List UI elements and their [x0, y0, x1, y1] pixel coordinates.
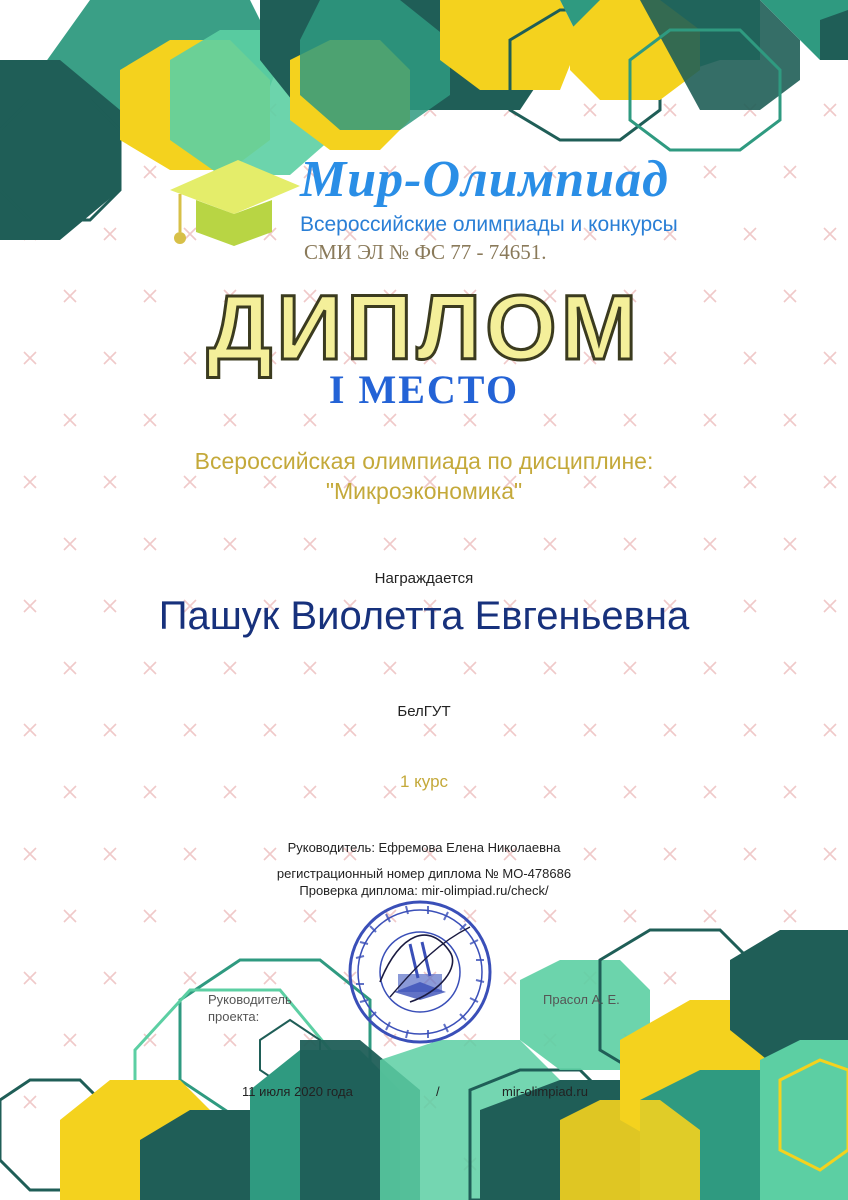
x-mark	[664, 724, 676, 736]
x-mark	[784, 166, 796, 178]
x-mark	[24, 972, 36, 984]
x-mark	[144, 910, 156, 922]
x-mark	[224, 538, 236, 550]
x-mark	[464, 414, 476, 426]
x-mark	[704, 910, 716, 922]
awarded-label: Награждается	[374, 570, 474, 587]
x-mark	[464, 538, 476, 550]
x-mark	[624, 910, 636, 922]
x-mark	[424, 724, 436, 736]
bottom-octagons	[0, 930, 848, 1200]
x-mark	[824, 724, 836, 736]
x-mark	[384, 662, 396, 674]
x-mark	[384, 414, 396, 426]
x-mark	[504, 972, 516, 984]
recipient-name: Пашук Виолетта Евгеньевна	[158, 594, 690, 638]
x-mark	[784, 414, 796, 426]
x-mark	[584, 724, 596, 736]
x-mark	[704, 662, 716, 674]
x-mark	[624, 538, 636, 550]
x-mark	[704, 414, 716, 426]
x-mark	[624, 662, 636, 674]
x-mark	[144, 166, 156, 178]
x-mark	[64, 538, 76, 550]
x-mark	[664, 104, 676, 116]
media-registration: СМИ ЭЛ № ФС 77 - 74651.	[304, 240, 547, 264]
x-mark	[224, 910, 236, 922]
x-mark	[784, 662, 796, 674]
verification-link: Проверка диплома: mir-olimpiad.ru/check/	[299, 883, 549, 898]
x-mark	[64, 910, 76, 922]
x-mark	[584, 104, 596, 116]
registration-number: регистрационный номер диплома № МО-478686	[276, 866, 572, 881]
x-mark	[184, 972, 196, 984]
olympiad-discipline: "Микроэкономика"	[325, 478, 523, 504]
x-mark	[24, 1096, 36, 1108]
x-mark	[144, 662, 156, 674]
x-mark	[784, 910, 796, 922]
brand-subtitle: Всероссийские олимпиады и конкурсы	[300, 213, 678, 236]
x-mark	[744, 228, 756, 240]
x-mark	[304, 662, 316, 674]
x-mark	[144, 538, 156, 550]
x-mark	[544, 414, 556, 426]
course: 1 курс	[399, 772, 449, 791]
x-mark	[664, 972, 676, 984]
x-mark	[64, 414, 76, 426]
x-mark	[144, 414, 156, 426]
x-mark	[224, 662, 236, 674]
x-mark	[504, 724, 516, 736]
x-mark	[24, 724, 36, 736]
x-mark	[624, 414, 636, 426]
supervisor: Руководитель: Ефремова Елена Николаевна	[287, 840, 561, 855]
x-mark	[824, 104, 836, 116]
x-mark	[104, 724, 116, 736]
x-mark	[744, 724, 756, 736]
project-label-line-2: проекта:	[208, 1009, 260, 1024]
x-mark	[304, 538, 316, 550]
octagon-shape	[560, 1100, 700, 1200]
x-mark	[304, 414, 316, 426]
seal-stamp	[350, 902, 490, 1042]
issue-date: 11 июля 2020 года	[242, 1084, 353, 1099]
x-mark	[464, 662, 476, 674]
x-mark	[824, 228, 836, 240]
place-label: I МЕСТО	[328, 367, 520, 412]
x-mark	[544, 910, 556, 922]
x-mark	[264, 724, 276, 736]
x-mark	[224, 414, 236, 426]
x-mark	[264, 972, 276, 984]
x-mark	[224, 1034, 236, 1046]
x-mark	[544, 538, 556, 550]
x-mark	[704, 538, 716, 550]
x-mark	[304, 910, 316, 922]
diploma-title: ДИПЛОМ	[206, 277, 642, 379]
signer-name: Прасол А. Е.	[543, 992, 620, 1007]
olympiad-line-1: Всероссийская олимпиада по дисциплине:	[194, 448, 654, 474]
project-label: Руководитель	[208, 992, 292, 1007]
organization: БелГУТ	[397, 703, 451, 720]
separator: /	[436, 1084, 440, 1099]
x-mark	[104, 972, 116, 984]
x-mark	[184, 724, 196, 736]
website: mir-olimpiad.ru	[502, 1084, 588, 1099]
x-mark	[544, 662, 556, 674]
brand-title: Мир-Олимпиад	[300, 151, 669, 208]
x-mark	[64, 662, 76, 674]
x-mark	[384, 538, 396, 550]
x-mark	[104, 228, 116, 240]
x-mark	[344, 724, 356, 736]
x-mark	[784, 538, 796, 550]
x-mark	[64, 1034, 76, 1046]
